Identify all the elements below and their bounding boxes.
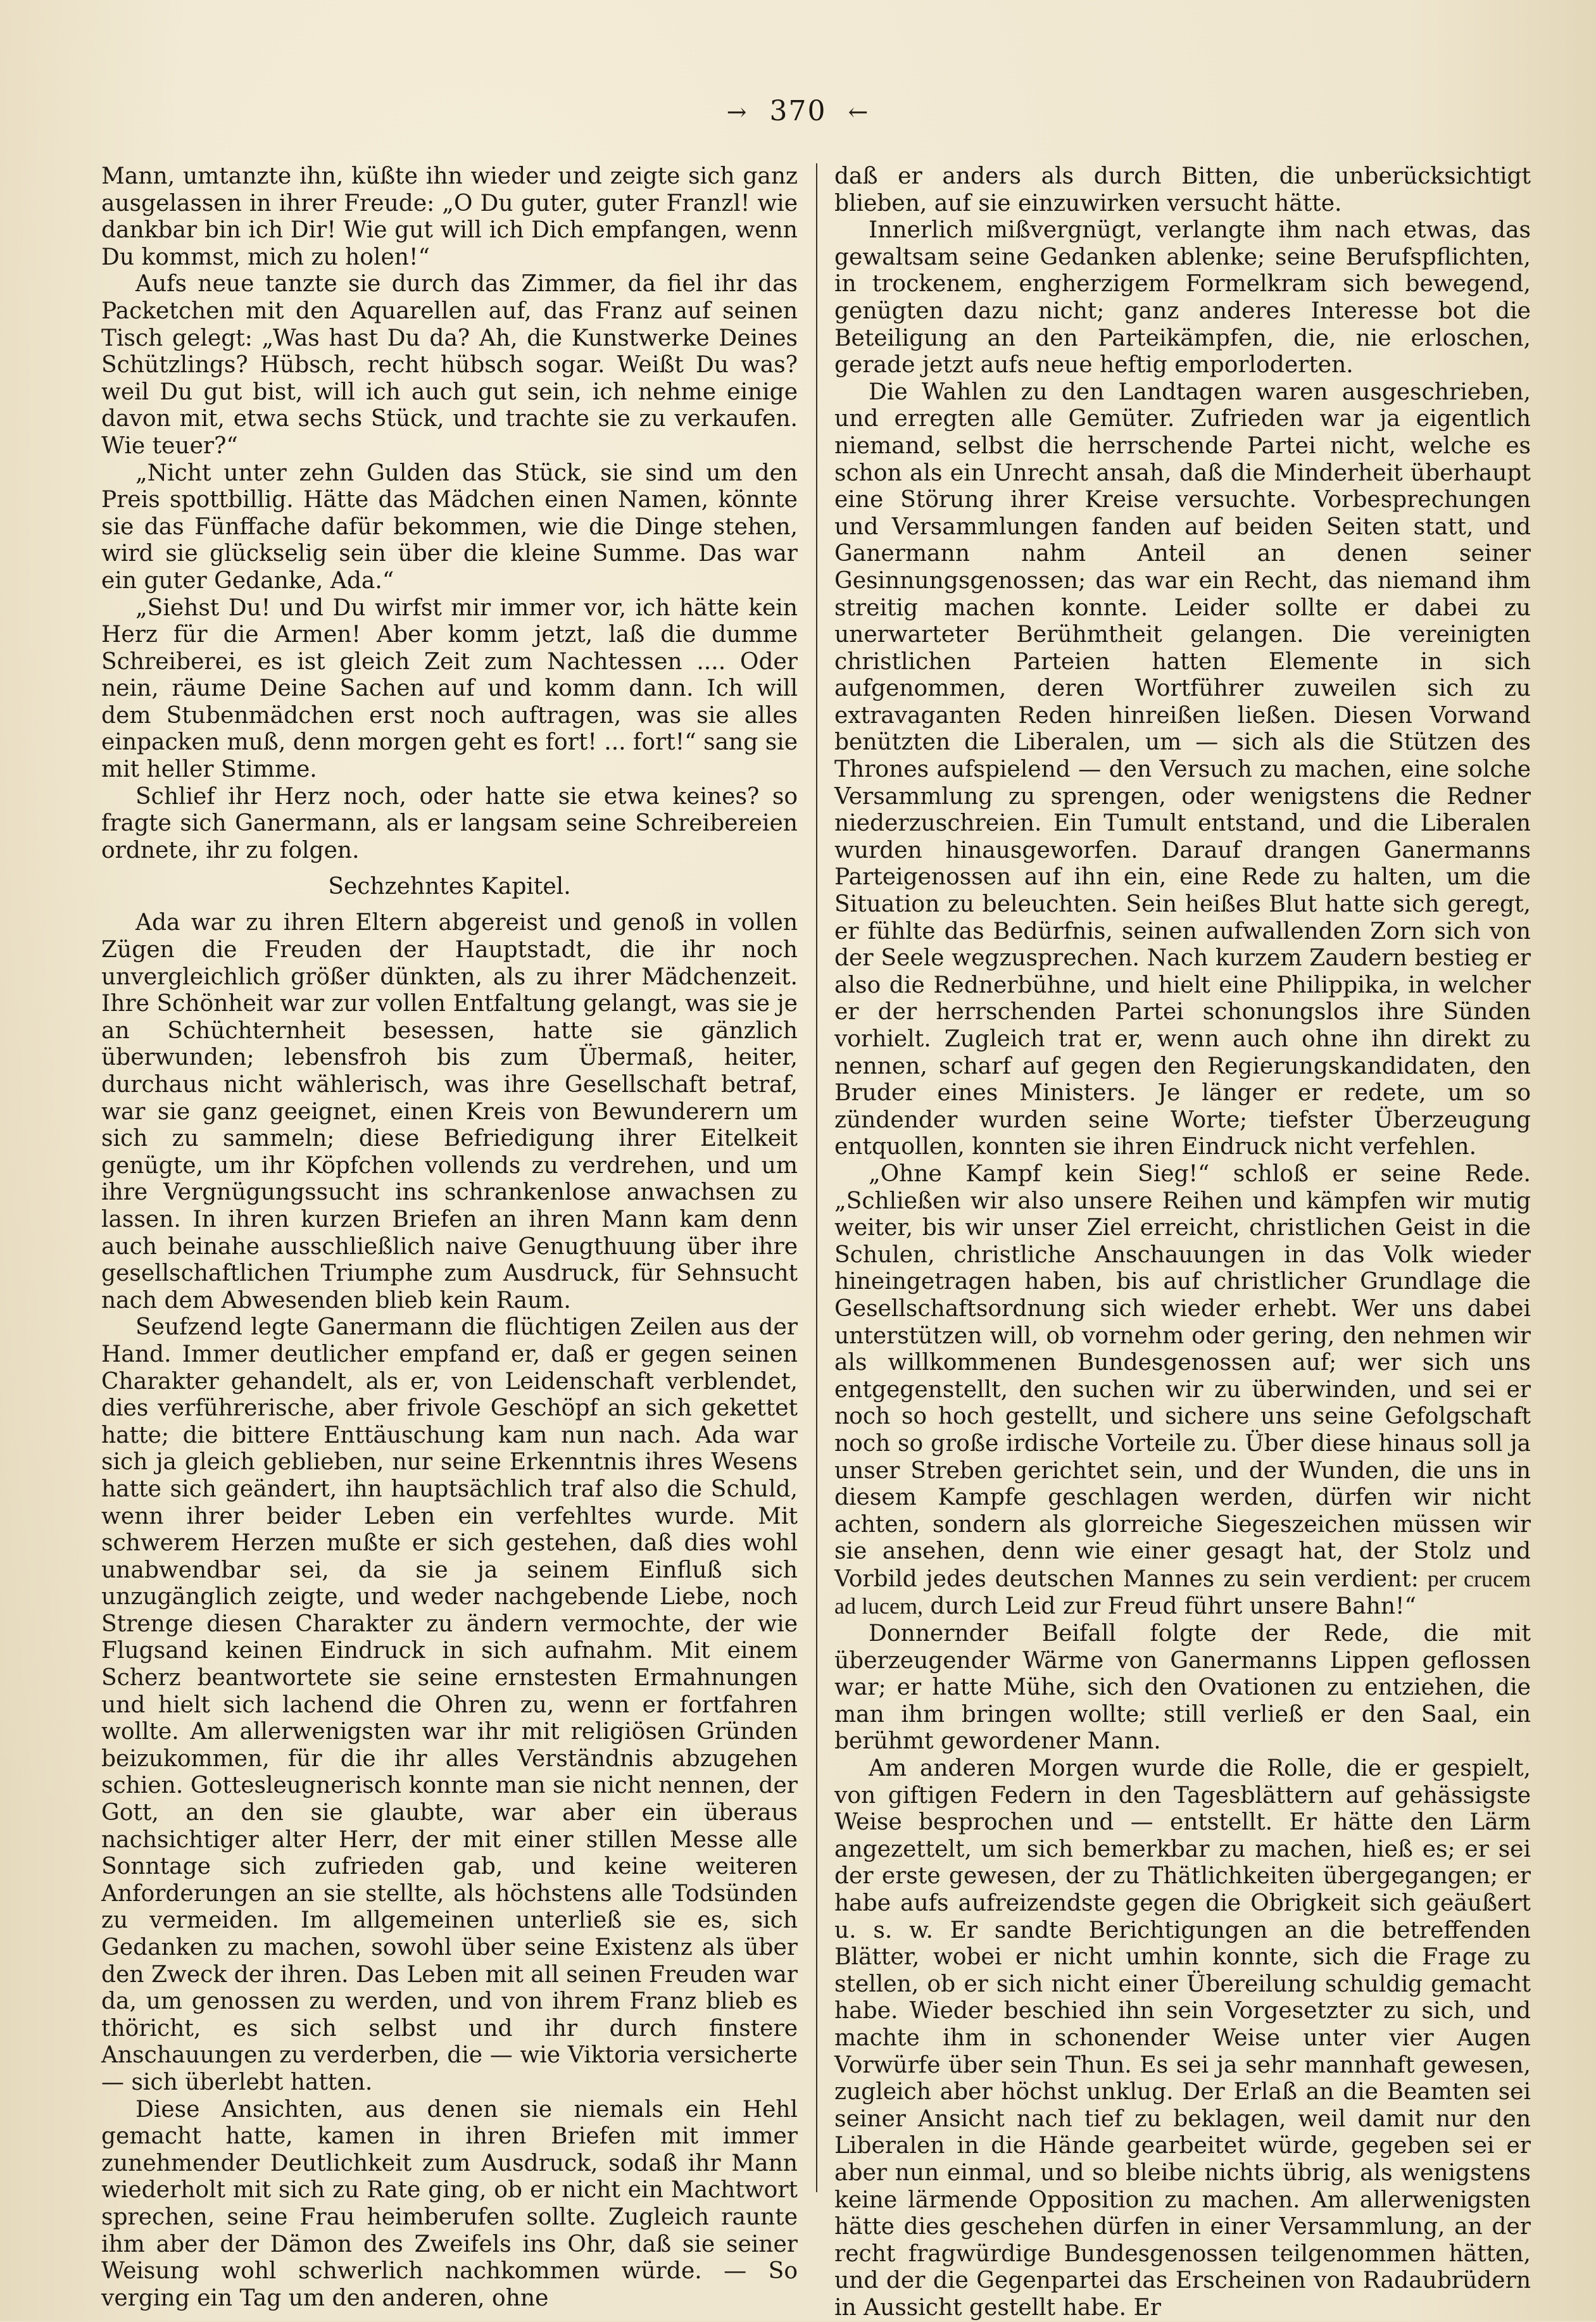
right-column xyxy=(834,163,1531,2321)
paragraph: Ada war zu ihren Eltern abgereist und genoß in vollen Zügen die Freuden der Hauptstadt, die ihr noch unvergleichlich größer dünkten, als zu ihrer Mädchenzeit. Ihre Schönheit war zur vollen Entfaltung gelangt, was sie je an Schüchternheit besessen, hatte sie gänzlich überwunden; lebensfroh bis zum Übermaß, heiter, durchaus nicht wählerisch, was ihre Gesellschaft betraf, war sie ganz geeignet, einen Kreis von Bewunderern um sich zu sammeln; diese Befriedigung ihrer Eitelkeit genügte, um ihr Köpfchen vollends zu verdrehen, und um ihre Vergnügungssucht ins schrankenlose anwachsen zu lassen. In ihren kurzen Briefen an ihren Mann kam denn auch beinahe ausschließlich naive Genugthuung über ihre gesellschaftlichen Triumphe zum Ausdruck, für Sehnsucht nach dem Abwesenden blieb kein Raum. xyxy=(101,910,798,1314)
column-divider xyxy=(816,163,817,2192)
speech-text: „Ohne Kampf kein Sieg!“ schloß er seine Rede. „Schließen wir also unsere Reihen und kämpfen wir mutig weiter, bis wir unser Ziel erreicht, christlichen Geist in die Schulen, christliche Anschauungen in das Volk wieder hineingetragen haben, bis auf christlicher Grundlage die Gesellschaftsordnung sich wieder erhebt. Wer uns dabei unterstützen will, ob vornehm oder gering, den nehmen wir als willkommenen Bundesgenossen auf; wer sich uns entgegenstellt, den suchen wir zu überwinden, und sei er noch so hoch gestellt, und sichere uns seine Gefolgschaft noch so große irdische Vorteile zu. Über diese hinaus soll ja unser Streben gerichtet sein, und der Wunden, die uns in diesem Kampfe geschlagen werden, dürfen wir nicht achten, sondern als glorreiche Siegeszeichen müssen wir sie ansehen, denn wie einer gesagt hat, der Stolz und Vorbild jedes deutschen Mannes zu sein verdient: xyxy=(834,1160,1531,1592)
speech-ending: durch Leid zur Freud führt unsere Bahn!“ xyxy=(922,1593,1416,1620)
paragraph: Schlief ihr Herz noch, oder hatte sie etwa keines? so fragte sich Ganermann, als er langsam seine Schreibereien ordnete, ihr zu folgen. xyxy=(101,783,798,863)
left-column xyxy=(101,163,798,2311)
paragraph: Diese Ansichten, aus denen sie niemals ein Hehl gemacht hatte, kamen in ihren Briefen mit immer zunehmender Deutlichkeit zum Ausdruck, sodaß ihr Mann wiederholt mit sich zu Rate ging, ob er nicht ein Machtwort sprechen, seine Frau heimberufen sollte. Zugleich raunte ihm aber der Dämon des Zweifels ins Ohr, daß sie seiner Weisung wohl schwerlich nachkommen würde. — So verging ein Tag um den anderen, ohne xyxy=(101,2096,798,2311)
ornament-right-icon: ← xyxy=(848,98,870,126)
latin-motto: per crucem ad lucem, xyxy=(834,1566,1531,1619)
paragraph: Am anderen Morgen wurde die Rolle, die er gespielt, von giftigen Federn in den Tagesblättern auf gehässigste Weise besprochen und — entstellt. Er hätte den Lärm angezettelt, um sich bemerkbar zu machen, hieß es; er sei der erste gewesen, der zu Thätlichkeiten übergegangen; er habe aufs aufreizendste gegen die Obrigkeit sich geäußert u. s. w. Er sandte Berichtigungen an die betreffenden Blätter, wobei er nicht umhin konnte, sich die Frage zu stellen, ob er sich nicht einer Übereilung schuldig gemacht habe. Wieder beschied ihn sein Vorgesetzter zu sich, und machte ihm in schonender Weise unter vier Augen Vorwürfe über sein Thun. Es sei ja sehr mannhaft gewesen, zugleich aber höchst unklug. Der Erlaß an die Beamten sei seiner Ansicht nach tief zu beklagen, weil damit nur den Liberalen in die Hände gearbeitet würde, gegeben sei er aber nun einmal, und so bleibe nichts übrig, als wenigstens keine lärmende Opposition zu machen. Am allerwenigsten hätte dies geschehen dürfen in einer Versammlung, an der recht fragwürdige Bundesgenossen teilgenommen hätten, und der die Gegenpartei das Erscheinen von Radaubrüdern in Aussicht gestellt habe. Er xyxy=(834,1755,1531,2321)
paragraph: Die Wahlen zu den Landtagen waren ausgeschrieben, und erregten alle Gemüter. Zufrieden war ja eigentlich niemand, selbst die herrschende Partei nicht, welche es schon als ein Unrecht ansah, daß die Minderheit überhaupt eine Störung ihrer Kreise versuchte. Vorbesprechungen und Versammlungen fanden auf beiden Seiten statt, und Ganermann nahm Anteil an denen seiner Gesinnungsgenossen; das war ein Recht, das niemand ihm streitig machen konnte. Leider sollte er dabei zu unerwarteter Berühmtheit gelangen. Die vereinigten christlichen Parteien hatten Elemente in sich aufgenommen, deren Wortführer zuweilen sich zu extravaganten Reden hinreißen ließen. Diesen Vorwand benützten die Liberalen, um — sich als die Stützen des Thrones aufspielend — den Versuch zu machen, eine solche Versammlung zu sprengen, oder wenigstens die Redner niederzuschreien. Ein Tumult entstand, und die Liberalen wurden hinausgeworfen. Darauf drangen Ganermanns Parteigenossen auf ihn ein, eine Rede zu halten, um die Situation zu beleuchten. Sein heißes Blut hatte sich geregt, er fühlte das Bedürfnis, seinen aufwallenden Zorn sich von der Seele wegzusprechen. Nach kurzem Zaudern bestieg er also die Rednerbühne, und hielt eine Philippika, in welcher er der herrschenden Partei schonungslos ihre Sünden vorhielt. Zugleich trat er, wenn auch ohne ihn direkt zu nennen, scharf auf gegen den Regierungskandidaten, den Bruder eines Ministers. Je länger er redete, um so zündender wurden seine Worte; tiefster Überzeugung entquollen, konnten sie ihren Eindruck nicht verfehlen. xyxy=(834,379,1531,1160)
paragraph: Aufs neue tanzte sie durch das Zimmer, da fiel ihr das Packetchen mit den Aquarellen auf, das Franz auf seinen Tisch gelegt: „Was hast Du da? Ah, die Kunstwerke Deines Schützlings? Hübsch, recht hübsch sogar. Weißt Du was? weil Du gut bist, will ich auch gut sein, ich nehme einige davon mit, etwa sechs Stück, und trachte sie zu verkaufen. Wie teuer?“ xyxy=(101,271,798,459)
paragraph: daß er anders als durch Bitten, die unberücksichtigt blieben, auf sie einzuwirken versucht hätte. xyxy=(834,163,1531,217)
chapter-heading: Sechzehntes Kapitel. xyxy=(328,874,571,900)
paragraph: „Nicht unter zehn Gulden das Stück, sie sind um den Preis spottbillig. Hätte das Mädchen einen Namen, könnte sie das Fünffache dafür bekommen, wie die Dinge stehen, wird sie glückselig sein über die kleine Summe. Das war ein guter Gedanke, Ada.“ xyxy=(101,460,798,594)
paragraph: Seufzend legte Ganermann die flüchtigen Zeilen aus der Hand. Immer deutlicher empfand er, daß er gegen seinen Charakter gehandelt, als er, von Leidenschaft verblendet, dies verführerische, aber frivole Geschöpf an sich gekettet hatte; die bittere Enttäuschung kam nun nach. Ada war sich ja gleich geblieben, nur seine Erkenntnis ihres Wesens hatte sich geändert, ihn hauptsächlich traf also die Schuld, wenn ihrer beider Leben ein verfehltes wurde. Mit schwerem Herzen mußte er sich gestehen, daß dies wohl unabwendbar sei, da sie ja seinem Einfluß sich unzugänglich zeigte, und weder nachgebende Liebe, noch Strenge diesen Charakter zu ändern vermochte, der wie Flugsand keinen Eindruck in sich aufnahm. Mit einem Scherz beantwortete sie seine ernstesten Ermahnungen und hielt sich lachend die Ohren zu, wenn er fortfahren wollte. Am allerwenigsten war ihr mit religiösen Gründen beizukommen, für die ihr alles Verständnis abzugehen schien. Gottesleugnerisch konnte man sie nicht nennen, der Gott, an den sie glaubte, war aber ein überaus nachsichtiger alter Herr, der mit einer stillen Messe alle Sonntage sich zufrieden gab, und keine weiteren Anforderungen an sie stellte, als höchstens alle Todsünden zu vermeiden. Im allgemeinen unterließ sie es, sich Gedanken zu machen, sowohl über seine Existenz als über den Zweck der ihren. Das Leben mit all seinen Freuden war da, um genossen zu werden, und von ihrem Franz blieb es thöricht, es sich selbst und ihr durch finstere Anschauungen zu verderben, die — wie Viktoria versicherte — sich überlebt hatten. xyxy=(101,1314,798,2095)
paragraph-speech xyxy=(834,1161,1531,1621)
paragraph: Innerlich mißvergnügt, verlangte ihm nach etwas, das gewaltsam seine Gedanken ablenke; seine Berufspflichten, in trockenem, engherzigem Formelkram sich bewegend, genügten dazu nicht; ganz anderes Interesse bot die Beteiligung an den Parteikämpfen, die, nie erloschen, gerade jetzt aufs neue heftig emporloderten. xyxy=(834,217,1531,379)
paragraph: „Siehst Du! und Du wirfst mir immer vor, ich hätte kein Herz für die Armen! Aber komm jetzt, laß die dumme Schreiberei, es ist gleich Zeit zum Nachtessen .... Oder nein, räume Deine Sachen auf und komm dann. Ich will dem Stubenmädchen erst noch auftragen, was sie alles einpacken muß, denn morgen geht es fort! ... fort!“ sang sie mit heller Stimme. xyxy=(101,594,798,783)
page-header xyxy=(0,95,1596,139)
page-number: 370 xyxy=(769,95,827,127)
paragraph: Mann, umtanzte ihn, küßte ihn wieder und zeigte sich ganz ausgelassen in ihrer Freude: „O Du guter, guter Franzl! wie dankbar bin ich Dir! Wie gut will ich Dich empfangen, wenn Du kommst, mich zu holen!“ xyxy=(101,163,798,270)
ornament-left-icon: → xyxy=(726,98,748,126)
paragraph: Donnernder Beifall folgte der Rede, die mit überzeugender Wärme von Ganermanns Lippen geflossen war; er hatte Mühe, sich den Ovationen zu entziehen, die man ihm bringen wollte; still verließ er den Saal, ein berühmt gewordener Mann. xyxy=(834,1621,1531,1755)
